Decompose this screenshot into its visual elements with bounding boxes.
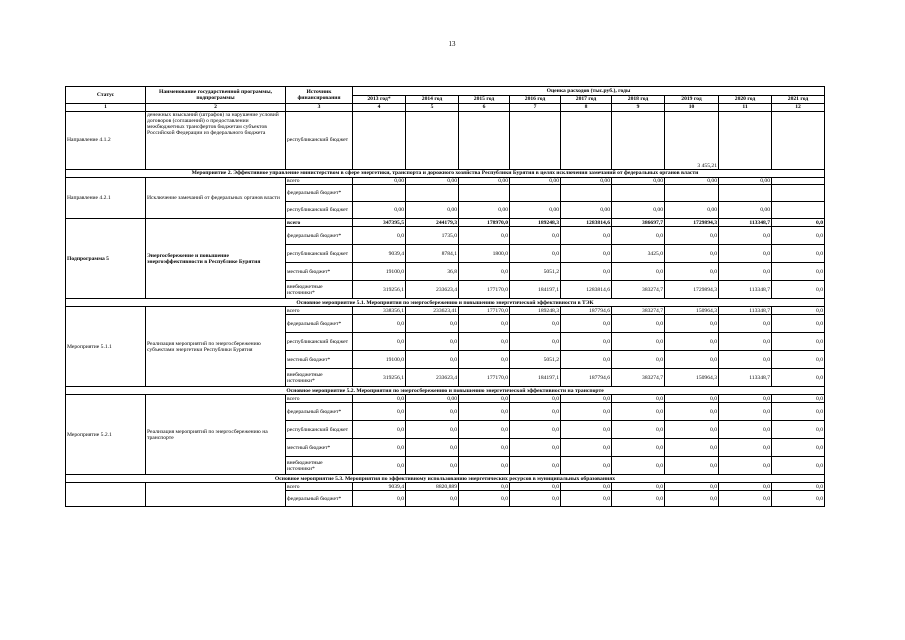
value-cell: 347395,5	[353, 219, 406, 227]
value-cell: 0,0	[719, 457, 772, 475]
value-cell: 184197,1	[510, 369, 561, 387]
col-number: 5	[406, 104, 459, 112]
value-cell: 1729894,3	[665, 281, 719, 299]
value-cell: 9039,4	[353, 483, 406, 491]
program-name-cell: Исключение замечаний от федеральных органов власти	[146, 178, 286, 219]
value-cell: 0,0	[612, 227, 665, 245]
col-number: 1	[66, 104, 146, 112]
program-name-cell: денежных взысканий (штрафов) за нарушение условий договоров (соглашений) о предоставлении межбюджетных трансфертов бюджетам субъектов Российской Федерации из федерального бюджета	[146, 112, 286, 170]
col-number: 7	[510, 104, 561, 112]
value-cell: 0,0	[510, 403, 561, 421]
value-cell	[772, 185, 825, 202]
value-cell: 0,0	[510, 457, 561, 475]
value-cell: 0,0	[772, 491, 825, 507]
status-cell: Направление 4.1.2	[66, 112, 146, 170]
source-cell: республиканский бюджет	[286, 245, 353, 263]
value-cell: 233623,41	[406, 307, 459, 315]
value-cell: 113348,7	[719, 369, 772, 387]
value-cell: 0,0	[561, 421, 612, 439]
value-cell: 386697,7	[612, 219, 665, 227]
value-cell: 0,0	[353, 403, 406, 421]
section-measure-2	[66, 170, 825, 178]
value-cell: 0,0	[772, 333, 825, 351]
value-cell: 0,0	[510, 395, 561, 403]
value-cell: 0,0	[510, 483, 561, 491]
value-cell: 0,00	[459, 202, 510, 219]
value-cell: 0,0	[561, 395, 612, 403]
value-cell: 189248,3	[510, 307, 561, 315]
value-cell	[665, 185, 719, 202]
value-cell: 178970,0	[459, 219, 510, 227]
status-cell: Направление 4.2.1	[66, 178, 146, 219]
value-cell: 0,0	[353, 491, 406, 507]
source-cell: федеральный бюджет*	[286, 403, 353, 421]
value-cell: 0,0	[665, 395, 719, 403]
status-cell: Мероприятие 5.2.1	[66, 395, 146, 475]
value-cell: 0,0	[459, 491, 510, 507]
col-number: 3	[286, 104, 353, 112]
value-cell: 244179,3	[406, 219, 459, 227]
value-cell: 0,0	[719, 421, 772, 439]
value-cell: 0,00	[510, 202, 561, 219]
value-cell: 0,0	[719, 245, 772, 263]
value-cell: 0,0	[612, 263, 665, 281]
value-cell: 0,0	[406, 403, 459, 421]
header-estimate: Оценка расходов (тыс.руб.), годы	[353, 87, 825, 96]
value-cell: 0,0	[772, 421, 825, 439]
value-cell: 0,0	[561, 263, 612, 281]
header-row-numbers	[66, 104, 825, 112]
value-cell: 0,0	[665, 333, 719, 351]
header-year: 2016 год	[510, 96, 561, 104]
source-cell: местный бюджет*	[286, 351, 353, 369]
value-cell: 0,0	[665, 439, 719, 457]
source-cell: федеральный бюджет*	[286, 185, 353, 202]
value-cell: 0,0	[353, 439, 406, 457]
data-row	[66, 395, 825, 403]
value-cell: 0,0	[612, 457, 665, 475]
value-cell: 0,0	[719, 403, 772, 421]
header-year: 2014 год	[406, 96, 459, 104]
header-year: 2018 год	[612, 96, 665, 104]
source-cell: федеральный бюджет*	[286, 315, 353, 333]
value-cell: 0,0	[772, 263, 825, 281]
value-cell: 0,0	[719, 351, 772, 369]
header-year: 2020 год	[719, 96, 772, 104]
value-cell: 0,0	[665, 227, 719, 245]
value-cell: 0,0	[561, 483, 612, 491]
value-cell: 0,0	[510, 439, 561, 457]
value-cell: 0,0	[353, 421, 406, 439]
value-cell: 187794,6	[561, 307, 612, 315]
source-cell: федеральный бюджет*	[286, 227, 353, 245]
value-cell: 1283814,6	[561, 219, 612, 227]
source-cell: местный бюджет*	[286, 439, 353, 457]
source-cell: внебюджетные источники*	[286, 281, 353, 299]
value-cell: 1283814,6	[561, 281, 612, 299]
value-cell: 177170,0	[459, 307, 510, 315]
value-cell: 0,00	[665, 202, 719, 219]
value-cell: 0,0	[719, 483, 772, 491]
section-main-5-3	[66, 475, 825, 483]
header-year: 2015 год	[459, 96, 510, 104]
value-cell: 0,0	[772, 369, 825, 387]
source-cell: местный бюджет*	[286, 263, 353, 281]
value-cell: 0,0	[665, 403, 719, 421]
value-cell: 0,0	[665, 421, 719, 439]
data-row	[66, 307, 825, 315]
source-cell: республиканский бюджет	[286, 333, 353, 351]
row-direction-4-1-2	[66, 112, 825, 170]
value-cell: 0,00	[510, 178, 561, 185]
value-cell: 0,00	[406, 202, 459, 219]
header-program-name: Наименование государственной программы, подпрограммы	[146, 87, 286, 104]
value-cell: 3425,0	[612, 245, 665, 263]
value-cell: 0,0	[665, 491, 719, 507]
value-cell: 0,0	[612, 333, 665, 351]
value-cell: 0,0	[510, 227, 561, 245]
value-cell: 0,0	[719, 227, 772, 245]
value-cell: 0,0	[459, 351, 510, 369]
value-cell: 0,0	[561, 227, 612, 245]
value-cell: 0,0	[510, 333, 561, 351]
value-cell: 0,0	[772, 281, 825, 299]
program-name-cell	[146, 483, 286, 507]
value-cell: 150964,3	[665, 369, 719, 387]
value-cell: 0,0	[561, 457, 612, 475]
value-cell: 0,00	[719, 202, 772, 219]
value-cell: 0,0	[719, 333, 772, 351]
value-cell: 3 455,21	[665, 112, 719, 170]
value-cell: 36,8	[406, 263, 459, 281]
source-cell: республиканский бюджет	[286, 112, 353, 170]
value-cell: 0,0	[406, 351, 459, 369]
value-cell: 0,0	[665, 351, 719, 369]
value-cell: 0,0	[665, 245, 719, 263]
value-cell: 0,0	[459, 439, 510, 457]
budget-table	[65, 86, 825, 507]
value-cell: 0,0	[612, 491, 665, 507]
value-cell	[561, 185, 612, 202]
value-cell: 319256,1	[353, 369, 406, 387]
value-cell: 0,0	[772, 351, 825, 369]
source-cell: республиканский бюджет	[286, 421, 353, 439]
source-cell: республиканский бюджет	[286, 202, 353, 219]
value-cell: 184197,1	[510, 281, 561, 299]
value-cell: 0,0	[612, 439, 665, 457]
data-row	[66, 219, 825, 227]
header-year: 2021 год	[772, 96, 825, 104]
value-cell: 0,0	[561, 403, 612, 421]
value-cell: 187794,6	[561, 369, 612, 387]
value-cell: 0,0	[510, 245, 561, 263]
value-cell: 8784,1	[406, 245, 459, 263]
value-cell: 0,0	[612, 351, 665, 369]
value-cell: 0,0	[665, 263, 719, 281]
value-cell: 19100,0	[353, 263, 406, 281]
value-cell: 0,0	[406, 421, 459, 439]
program-name-cell: Энергосбережение и повышение энергоэффективности в Республике Бурятия	[146, 219, 286, 299]
source-cell: всего	[286, 178, 353, 185]
value-cell: 0,0	[772, 245, 825, 263]
col-number: 8	[561, 104, 612, 112]
value-cell: 0,0	[772, 403, 825, 421]
value-cell: 0,0	[459, 403, 510, 421]
col-number: 9	[612, 104, 665, 112]
source-cell: всего	[286, 483, 353, 491]
value-cell: 0,0	[719, 439, 772, 457]
source-cell: всего	[286, 395, 353, 403]
value-cell: 0,0	[612, 315, 665, 333]
value-cell: 0,0	[459, 483, 510, 491]
section-main-5-1	[66, 299, 825, 307]
value-cell: 0,00	[353, 178, 406, 185]
value-cell: 0,0	[772, 227, 825, 245]
value-cell: 1735,0	[406, 227, 459, 245]
value-cell: 383274,7	[612, 281, 665, 299]
source-cell: внебюджетные источники*	[286, 457, 353, 475]
value-cell: 0,00	[459, 178, 510, 185]
value-cell: 0,0	[561, 333, 612, 351]
section-main-5-2	[66, 387, 825, 395]
value-cell: 0,0	[459, 395, 510, 403]
value-cell	[406, 185, 459, 202]
value-cell: 0,0	[612, 395, 665, 403]
header-year: 2013 год*	[353, 96, 406, 104]
data-row	[66, 483, 825, 491]
status-cell	[66, 483, 146, 507]
value-cell: 0,0	[772, 439, 825, 457]
value-cell: 0,0	[612, 483, 665, 491]
value-cell: 0,0	[561, 439, 612, 457]
value-cell: 0,00	[406, 178, 459, 185]
value-cell: 233623,4	[406, 281, 459, 299]
value-cell: 0,00	[612, 178, 665, 185]
value-cell: 5051,2	[510, 263, 561, 281]
value-cell: 5051,2	[510, 351, 561, 369]
value-cell: 9039,4	[353, 245, 406, 263]
value-cell: 0,0	[459, 333, 510, 351]
col-number: 4	[353, 104, 406, 112]
status-cell: Мероприятие 5.1.1	[66, 307, 146, 387]
value-cell: 0,0	[772, 395, 825, 403]
value-cell: 0,0	[665, 483, 719, 491]
value-cell: 0,0	[665, 457, 719, 475]
program-name-cell: Реализация мероприятий по энергосбережению на транспорте	[146, 395, 286, 475]
value-cell: 0,0	[406, 491, 459, 507]
value-cell: 19100,0	[353, 351, 406, 369]
value-cell	[612, 185, 665, 202]
value-cell: 1800,0	[459, 245, 510, 263]
value-cell: 0,0	[772, 457, 825, 475]
value-cell: 0,0	[719, 491, 772, 507]
value-cell: 0,00	[665, 178, 719, 185]
value-cell	[459, 185, 510, 202]
value-cell: 0,0	[353, 457, 406, 475]
value-cell: 1729894,3	[665, 219, 719, 227]
value-cell: 0,00	[561, 202, 612, 219]
value-cell: 189248,3	[510, 219, 561, 227]
value-cell: 0,0	[561, 245, 612, 263]
value-cell: 0,0	[353, 395, 406, 403]
value-cell: 383274,7	[612, 307, 665, 315]
page-number: 13	[448, 40, 456, 48]
col-number: 2	[146, 104, 286, 112]
value-cell: 0,0	[459, 421, 510, 439]
header-source: Источник финансирования	[286, 87, 353, 104]
source-cell: внебюджетные источники*	[286, 369, 353, 387]
status-cell: Подпрограмма 5	[66, 219, 146, 299]
value-cell: 0,0	[561, 351, 612, 369]
program-name-cell: Реализация мероприятий по энергосбережению субъектами энергетики Республики Бурятия	[146, 307, 286, 387]
col-number: 6	[459, 104, 510, 112]
value-cell: 0,0	[406, 315, 459, 333]
value-cell: 150964,3	[665, 307, 719, 315]
value-cell: 0,0	[719, 395, 772, 403]
value-cell: 383274,7	[612, 369, 665, 387]
value-cell: 0,0	[459, 227, 510, 245]
value-cell: 0,0	[353, 333, 406, 351]
value-cell: 0,0	[772, 219, 825, 227]
value-cell: 113348,7	[719, 281, 772, 299]
value-cell: 0,0	[459, 315, 510, 333]
col-number: 11	[719, 104, 772, 112]
value-cell: 0,00	[561, 178, 612, 185]
value-cell: 0,0	[459, 263, 510, 281]
section-title: Мероприятие 2. Эффективное управление министерством в сфере энергетики, транспорта и дорожного хозяйства Республики Бурятия в целях исключения замечаний от федеральных органов власти	[66, 170, 825, 178]
section-title: Основное мероприятие 5.2. Мероприятия по энергосбережению и повышению энергетической эффективности на транспорте	[66, 387, 825, 395]
value-cell: 319256,1	[353, 281, 406, 299]
header-status: Статус	[66, 87, 146, 104]
header-year: 2017 год	[561, 96, 612, 104]
value-cell: 0,00	[353, 202, 406, 219]
value-cell: 0,0	[459, 457, 510, 475]
value-cell: 0,0	[561, 315, 612, 333]
value-cell	[772, 178, 825, 185]
section-title: Основное мероприятие 5.1. Мероприятия по энергосбережению и повышению энергетической эффективности в ТЭК	[66, 299, 825, 307]
value-cell	[772, 202, 825, 219]
value-cell: 0,00	[612, 202, 665, 219]
value-cell: 338356,1	[353, 307, 406, 315]
header-row-1	[66, 87, 825, 96]
value-cell: 0,00	[406, 395, 459, 403]
value-cell: 8820,889	[406, 483, 459, 491]
col-number: 12	[772, 104, 825, 112]
value-cell: 0,0	[561, 491, 612, 507]
col-number: 10	[665, 104, 719, 112]
value-cell: 0,0	[510, 315, 561, 333]
value-cell: 0,0	[772, 315, 825, 333]
value-cell: 0,0	[353, 315, 406, 333]
header-year: 2019 год	[665, 96, 719, 104]
value-cell	[353, 185, 406, 202]
value-cell: 0,0	[406, 457, 459, 475]
value-cell: 0,00	[719, 178, 772, 185]
value-cell: 0,0	[612, 421, 665, 439]
value-cell: 113348,7	[719, 307, 772, 315]
value-cell: 113348,7	[719, 219, 772, 227]
value-cell: 0,0	[510, 491, 561, 507]
value-cell: 177170,0	[459, 369, 510, 387]
value-cell: 0,0	[406, 333, 459, 351]
value-cell: 0,0	[612, 403, 665, 421]
source-cell: всего	[286, 219, 353, 227]
value-cell: 0,0	[353, 227, 406, 245]
source-cell: всего	[286, 307, 353, 315]
value-cell: 0,0	[719, 315, 772, 333]
value-cell: 0,0	[406, 439, 459, 457]
value-cell: 0,0	[510, 421, 561, 439]
section-title: Основное мероприятие 5.3. Мероприятия по эффективному использованию энергетических ресурсов в муниципальных образованиях	[66, 475, 825, 483]
value-cell: 0,0	[772, 483, 825, 491]
value-cell: 0,0	[665, 315, 719, 333]
value-cell: 233623,4	[406, 369, 459, 387]
value-cell: 177170,0	[459, 281, 510, 299]
value-cell: 0,0	[772, 307, 825, 315]
value-cell	[719, 185, 772, 202]
data-row	[66, 178, 825, 185]
value-cell: 0,0	[719, 263, 772, 281]
value-cell	[510, 185, 561, 202]
source-cell: федеральный бюджет*	[286, 491, 353, 507]
